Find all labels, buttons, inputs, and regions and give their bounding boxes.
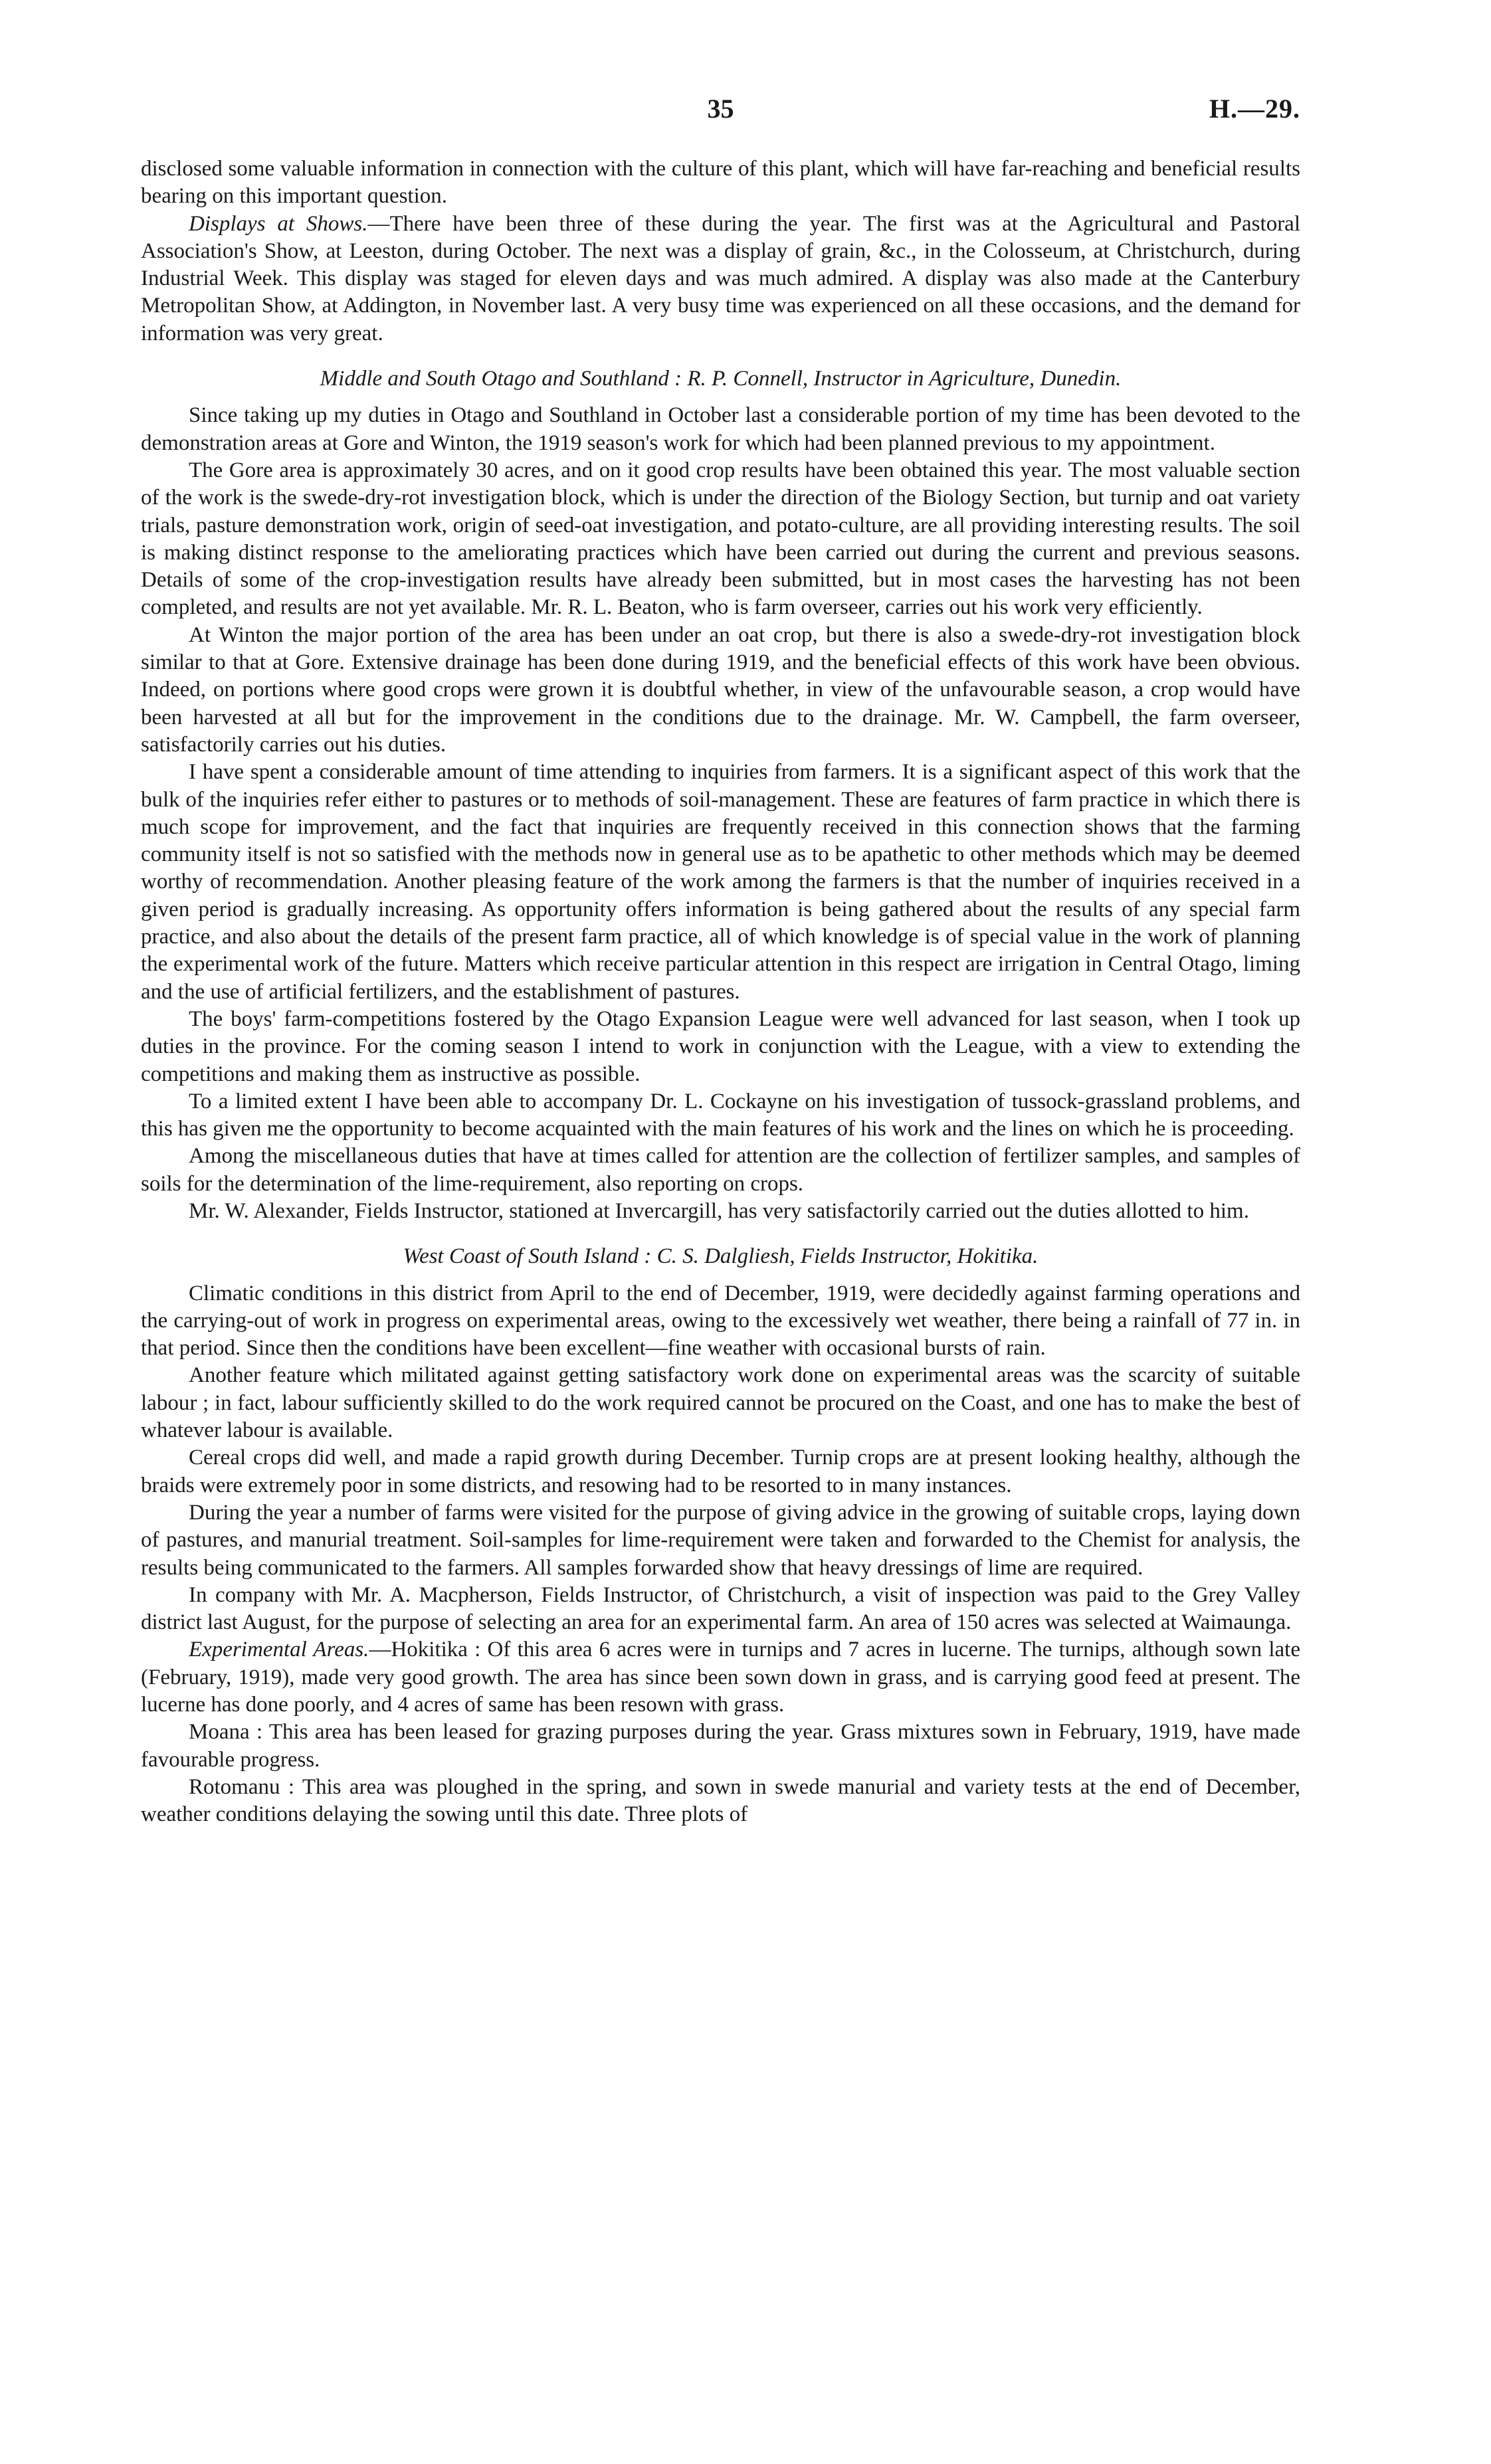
- body-text: [141, 155, 1300, 1829]
- paragraph: Another feature which militated against getting satisfactory work done on experimental areas was the scarcity of suitable labour ; in fact, labour sufficiently skilled to do the work required cannot be procured on the Coast, and one has to make the best of whatever labour is available.: [141, 1363, 1300, 1443]
- paragraph: Climatic conditions in this district from April to the end of December, 1919, were decidedly against farming operations and the carrying-out of work in progress on experimental areas, owing to the excessively wet weather, there being a rainfall of 77 in. in that period. Since then the conditions have been excellent—fine weather with occasional bursts of rain.: [141, 1281, 1300, 1361]
- paragraph: I have spent a considerable amount of time attending to inquiries from farmers. It is a significant aspect of this work that the bulk of the inquiries refer either to pastures or to methods of soil-management. These are features of farm practice in which there is much scope for improvement, and the fact that inquiries are frequently received in this connection shows that the farming community itself is not so satisfied with the methods now in general use as to be apathetic to other methods which may be deemed worthy of recommendation. Another pleasing feature of the work among the farmers is that the number of inquiries received in a given period is gradually increasing. As opportunity offers information is being gathered about the results of any special farm practice, and also about the details of the present farm practice, all of which knowledge is of special value in the work of planning the experimental work of the future. Matters which receive particular attention in this respect are irrigation in Central Otago, liming and the use of artificial fertilizers, and the establishment of pastures.: [141, 760, 1300, 1004]
- paragraph: In company with Mr. A. Macpherson, Fields Instructor, of Christchurch, a visit of inspection was paid to the Grey Valley district last August, for the purpose of selecting an area for an experimental farm. An area of 150 acres was selected at Waimaunga.: [141, 1582, 1300, 1635]
- paragraph: The Gore area is approximately 30 acres, and on it good crop results have been obtained this year. The most valuable section of the work is the swede-dry-rot investigation block, which is under the direction of the Biology Section, but turnip and oat variety trials, pasture demonstration work, origin of seed-oat investigation, and potato-culture, are all providing interesting results. The soil is making distinct response to the ameliorating practices which have been carried out during the current and previous seasons. Details of some of the crop-investigation results have already been submitted, but in most cases the harvesting has not been completed, and results are not yet available. Mr. R. L. Beaton, who is farm overseer, carries out his work very efficiently.: [141, 458, 1300, 620]
- page-number: 35: [707, 94, 734, 124]
- paragraph: Cereal crops did well, and made a rapid growth during December. Turnip crops are at present looking healthy, although the braids were extremely poor in some districts, and resowing had to be resorted to in many instances.: [141, 1446, 1300, 1497]
- paragraph-text: —There have been three of these during the year. The first was at the Agricultural and Pastoral Association's Show, at Leeston, during October. The next was a display of grain, &c., in the Colosseum, at Christchurch, during Industrial Week. This display was staged for eleven days and was much admired. A display was also made at the Canterbury Metropolitan Show, at Addington, in November last. A very busy time was experienced on all these occasions, and the demand for information was very great.: [141, 211, 1300, 345]
- document-reference: H.—29.: [1209, 94, 1300, 124]
- paragraph: To a limited extent I have been able to accompany Dr. L. Cockayne on his investigation of tussock-grassland problems, and this has given me the opportunity to become acquainted with the main features of his work and the lines on which he is proceeding.: [141, 1089, 1300, 1141]
- paragraph: disclosed some valuable information in connection with the culture of this plant, which will have far-reaching and beneficial results bearing on this important question.: [141, 157, 1300, 209]
- paragraph-text: —Hokitika : Of this area 6 acres were in turnips and 7 acres in lucerne. The turnips, although sown late (February, 1919), made very good growth. The area has since been sown down in grass, and is carrying good feed at present. The lucerne has done poorly, and 4 acres of same has been resown with grass.: [141, 1638, 1300, 1717]
- section-heading: Middle and South Otago and Southland : R. P. Connell, Instructor in Agriculture, Dunedin.: [320, 367, 1122, 391]
- paragraph: Mr. W. Alexander, Fields Instructor, stationed at Invercargill, has very satisfactorily carried out the duties allotted to him.: [189, 1198, 1249, 1223]
- paragraph: [141, 1636, 1300, 1719]
- paragraph: Rotomanu : This area was ploughed in the spring, and sown in swede manurial and variety tests at the end of December, weather conditions delaying the sowing until this date. Three plots of: [141, 1774, 1300, 1827]
- inline-heading: Experimental Areas.: [189, 1638, 369, 1662]
- paragraph: Moana : This area has been leased for grazing purposes during the year. Grass mixtures sown in February, 1919, have made favourable progress.: [141, 1720, 1300, 1772]
- paragraph: Since taking up my duties in Otago and Southland in October last a considerable portion of my time has been devoted to the demonstration areas at Gore and Winton, the 1919 season's work for which had been planned previous to my appointment.: [141, 403, 1300, 455]
- paragraph: At Winton the major portion of the area has been under an oat crop, but there is also a swede-dry-rot investigation block similar to that at Gore. Extensive drainage has been done during 1919, and the beneficial effects of this work have been obvious. Indeed, on portions where good crops were grown it is doubtful whether, in view of the unfavourable season, a crop would have been harvested at all but for the improvement in the conditions due to the drainage. Mr. W. Campbell, the farm overseer, satisfactorily carries out his duties.: [141, 622, 1300, 757]
- paragraph: [141, 211, 1300, 347]
- inline-heading: Displays at Shows.: [189, 211, 368, 236]
- page-header: [141, 93, 1300, 133]
- paragraph: The boys' farm-competitions fostered by the Otago Expansion League were well advanced for last season, when I took up duties in the province. For the coming season I intend to work in conjunction with the League, with a view to extending the competitions and making them as instructive as possible.: [141, 1006, 1300, 1086]
- paragraph: Among the miscellaneous duties that have at times called for attention are the collection of fertilizer samples, and samples of soils for the determination of the lime-requirement, also reporting on crops.: [141, 1144, 1300, 1196]
- section-heading: West Coast of South Island : C. S. Dalgliesh, Fields Instructor, Hokitika.: [403, 1244, 1039, 1269]
- paragraph: During the year a number of farms were visited for the purpose of giving advice in the growing of suitable crops, laying down of pastures, and manurial treatment. Soil-samples for lime-requirement were taken and forwarded to the Chemist for analysis, the results being communicated to the farmers. All samples forwarded show that heavy dressings of lime are required.: [141, 1500, 1300, 1580]
